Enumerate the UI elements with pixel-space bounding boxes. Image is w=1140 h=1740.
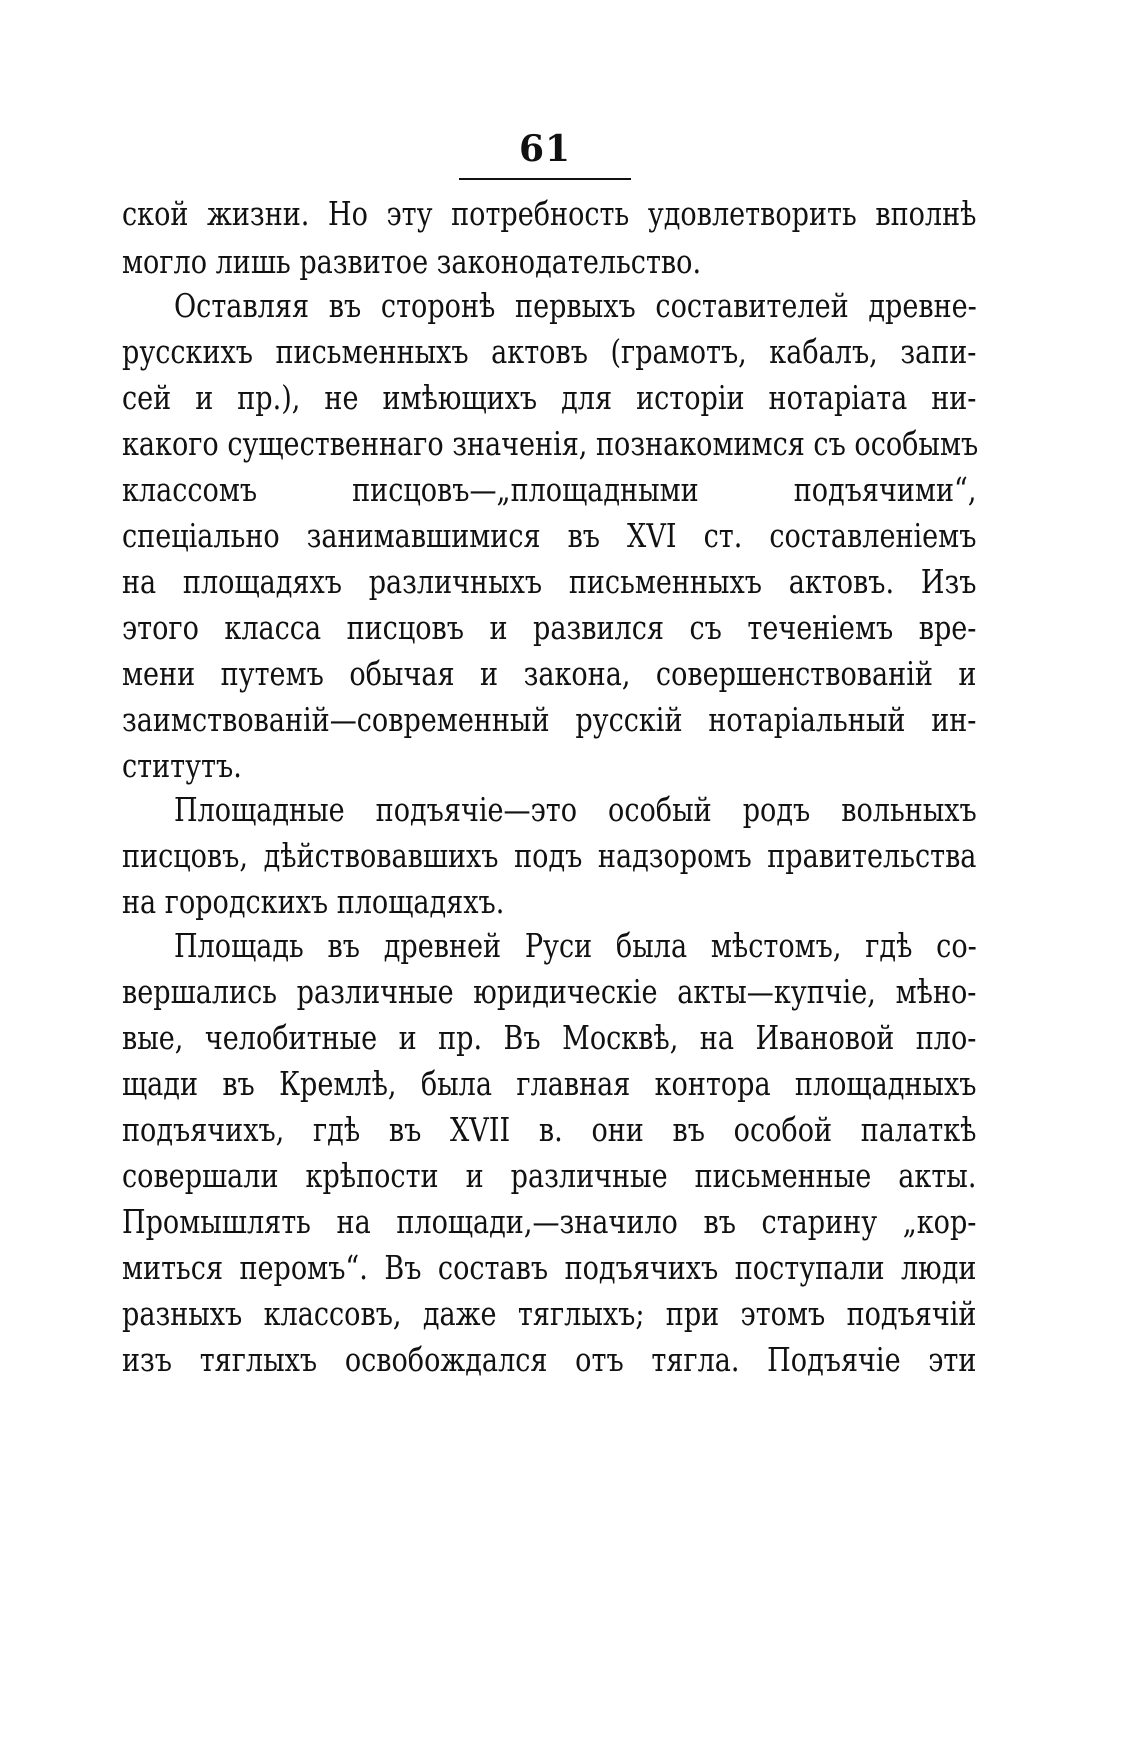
text-line: щади въ Кремлѣ, была главная контора площадныхъ — [122, 1064, 977, 1103]
text-line: русскихъ письменныхъ актовъ (грамотъ, кабалъ, запи- — [122, 332, 977, 371]
text-line: какого существеннаго значенія, познакомимся съ особымъ — [122, 424, 979, 463]
text-line: ститутъ. — [122, 746, 242, 785]
text-line: разныхъ классовъ, даже тяглыхъ; при этомъ подъячій — [122, 1294, 977, 1333]
text-line: на площадяхъ различныхъ письменныхъ актовъ. Изъ — [122, 562, 977, 601]
text-line: заимствованій—современный русскій нотаріальный ин- — [122, 700, 977, 739]
text-line: писцовъ, дѣйствовавшихъ подъ надзоромъ правительства — [122, 836, 977, 875]
text-line: миться перомъ“. Въ составъ подъячихъ поступали люди — [122, 1248, 977, 1287]
text-line: сей и пр.), не имѣющихъ для исторіи нотаріата ни- — [122, 378, 977, 417]
text-line: подъячихъ, гдѣ въ XVII в. они въ особой палаткѣ — [122, 1110, 977, 1149]
text-line: могло лишь развитое законодательство. — [122, 242, 702, 281]
text-line: Оставляя въ сторонѣ первыхъ составителей древне- — [174, 286, 977, 325]
text-line: совершали крѣпости и различные письменные акты. — [122, 1156, 977, 1195]
text-line: изъ тяглыхъ освобождался отъ тягла. Подъячіе эти — [122, 1340, 977, 1379]
text-line: ской жизни. Но эту потребность удовлетворить вполнѣ — [122, 194, 977, 233]
text-line: Площадные подъячіе—это особый родъ вольныхъ — [174, 790, 977, 829]
text-line: классомъ писцовъ—„площадными подъячими“, — [122, 470, 977, 509]
text-line: Площадь въ древней Руси была мѣстомъ, гдѣ со- — [174, 926, 977, 965]
text-line: этого класса писцовъ и развился съ теченіемъ вре- — [122, 608, 977, 647]
text-line: вершались различные юридическіе акты—купчіе, мѣно- — [122, 972, 977, 1011]
text-line: Промышлять на площади,—значило въ старину „кор- — [122, 1202, 977, 1241]
text-line: на городскихъ площадяхъ. — [122, 882, 505, 921]
page-number-rule — [459, 178, 631, 180]
text-line: мени путемъ обычая и закона, совершенствованій и — [122, 654, 977, 693]
text-line: спеціально занимавшимися въ XVI ст. составленіемъ — [122, 516, 977, 555]
page-number: 61 — [518, 128, 572, 170]
text-line: вые, челобитные и пр. Въ Москвѣ, на Ивановой пло- — [122, 1018, 977, 1057]
